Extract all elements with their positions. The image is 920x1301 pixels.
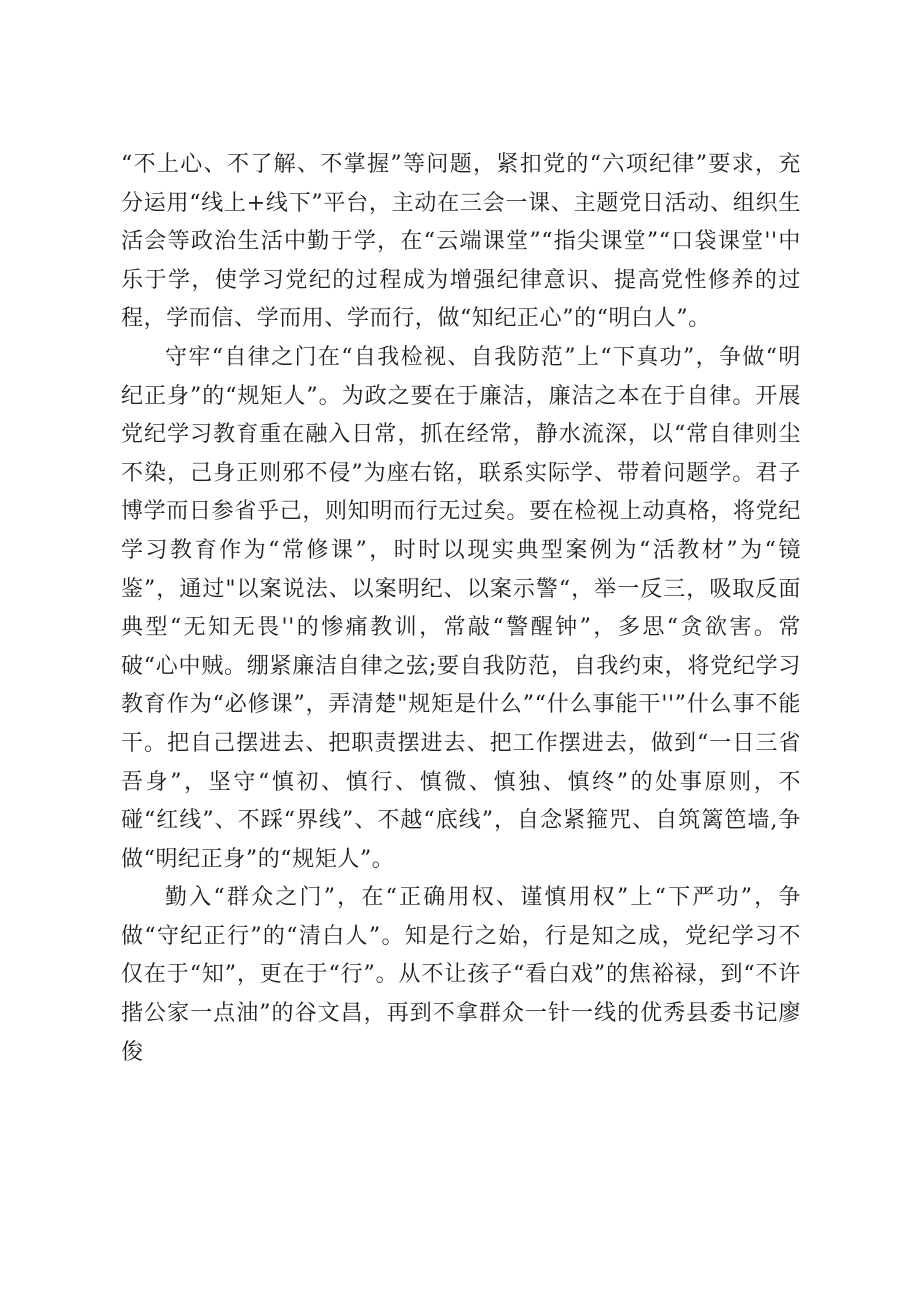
document-body (121, 146, 801, 1072)
paragraph-continuation: “不上心、不了解、不掌握”等问题，紧扣党的“六项纪律”要求，充分运用“线上+线下”平台，主动在三会一课、主题党日活动、组织生活会等政治生活中勤于学，在“云端课堂”“指尖课堂”“口袋课堂''中乐于学，使学习党纪的过程成为增强纪律意识、提高党性修养的过程，学而信、学而用、学而行，做“知纪正心”的“明白人”。 (121, 152, 801, 332)
paragraph-masses: 勤入“群众之门”，在“正确用权、谨慎用权”上“下严功”，争做“守纪正行”的“清白人”。知是行之始，行是知之成，党纪学习不仅在于“知”，更在于“行”。从不让孩子“看白戏”的焦裕禄，到“不许揩公家一点油”的谷文昌，再到不拿群众一针一线的优秀县委书记廖俊 (121, 885, 801, 1065)
paragraph-self-discipline: 守牢“自律之门在“自我检视、自我防范”上“下真功”，争做“明纪正身”的“规矩人”。为政之要在于廉洁，廉洁之本在于自律。开展党纪学习教育重在融入日常，抓在经常，静水流深，以“常自律则尘不染，己身正则邪不侵”为座右铭，联系实际学、带着问题学。君子博学而日参省乎己，则知明而行无过矣。要在检视上动真格，将党纪学习教育作为“常修课”，时时以现实典型案例为“活教材”为“镜鉴”，通过"以案说法、以案明纪、以案示警“，举一反三，吸取反面典型“无知无畏''的惨痛教训，常敲“警醒钟”，多思“贪欲害。常破“心中贼。绷紧廉洁自律之弦;要自我防范，自我约束，将党纪学习教育作为“必修课”，弄清楚"规矩是什么”“什么事能干''”什么事不能干。把自己摆进去、把职责摆进去、把工作摆进去，做到“一日三省吾身”，坚守“慎初、慎行、慎微、慎独、慎终”的处事原则，不碰“红线”、不踩“界线”、不越“底线”，自念紧箍咒、自筑篱笆墙,争做“明纪正身”的“规矩人”。 (121, 344, 801, 872)
